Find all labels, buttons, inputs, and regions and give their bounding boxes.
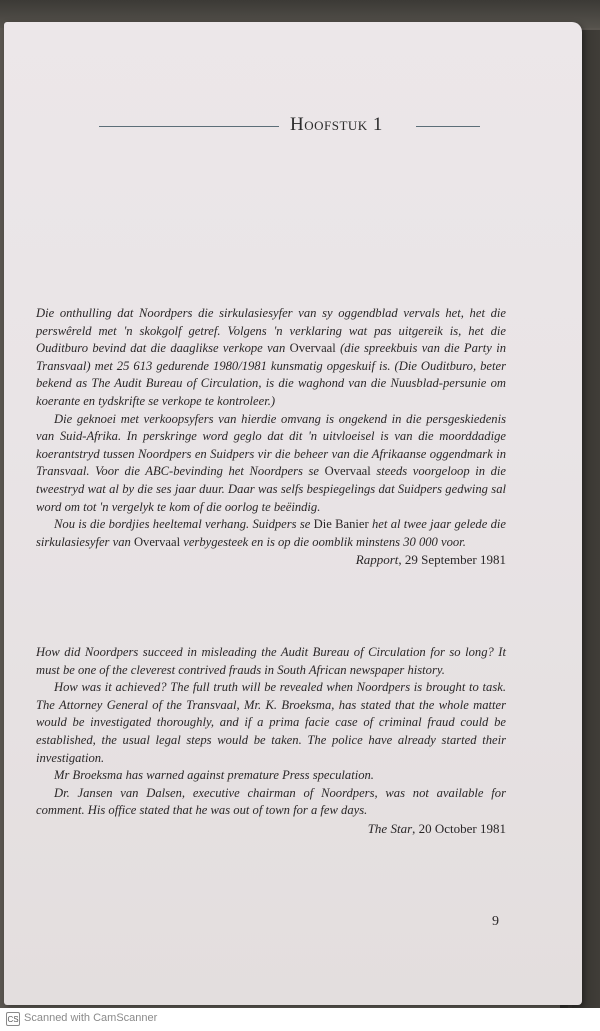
scanner-watermark [0, 1008, 600, 1031]
chapter-title: Hoofstuk 1 [290, 114, 383, 135]
citation-source: Rapport [355, 552, 399, 568]
paragraph: Dr. Jansen van Dalsen, executive chairman of Noordpers, was not available for comment. His office stated that he was out of town for a few days. [36, 785, 506, 818]
chapter-heading [4, 114, 582, 140]
paragraph: Die onthulling dat Noordpers die sirkulasiesyfer van sy oggendblad vervals het, het die perswêreld met 'n skokgolf getref. Volgens 'n verklaring wat pas uitgereik is, het die Ouditburo bevind dat die daaglikse verkope van Overvaal (die spreekbuis van die Party in Transvaal) met 25 613 gedurende 1980/1981 kunsmatig opgeskuif is. (Die Ouditburo, beter bekend as The Audit Bureau of Circulation, is die waghond van die Nuusblad-persunie om koerante en tydskrifte se verkope te kontroleer.) [36, 306, 506, 408]
paragraph: Mr Broeksma has warned against premature Press speculation. [54, 768, 374, 783]
publication-name: Overvaal [289, 341, 336, 356]
excerpt-paragraphs [36, 644, 506, 820]
publication-name: Overvaal [324, 464, 371, 479]
paragraph: Die geknoei met verkoopsyfers van hierdie omvang is ongekend in die persgeskiedenis van Suid-Afrika. In perskringe word geglo dat dit 'n uitvloeisel is van die moorddadige koerantstryd tussen Noordpers en Suidpers vir die beheer van die Afrikaanse oggendmark in Transvaal. Voor die ABC-bevinding het Noordpers se Overvaal steeds voorgeloop in die tweestryd wat al by die ses jaar duur. Daar was selfs bespiegelings dat Suidpers gedwing sal word om tot 'n vergelyk te kom of die oorlog te beëindig. [36, 411, 507, 514]
camscanner-logo-icon: CS [6, 1012, 20, 1026]
publication-name: Die Banier [313, 517, 369, 532]
heading-rule-right [416, 126, 480, 127]
excerpt-paragraphs [36, 305, 506, 551]
paragraph: How did Noordpers succeed in misleading the Audit Bureau of Circulation for so long? It must be one of the cleverest contrived frauds in South African newspaper history. [36, 645, 506, 677]
heading-rule-left [99, 126, 279, 127]
paragraph: Nou is die bordjies heeltemal verhang. Suidpers se Die Banier het al twee jaar gelede die sirkulasiesyfer van Overvaal verbygesteek en is op die oomblik minstens 30 000 voor. [36, 517, 506, 549]
page-number: 9 [492, 914, 499, 929]
excerpt-citation [36, 551, 506, 569]
book-page [4, 22, 582, 1005]
excerpt-star [36, 644, 506, 838]
citation-date: , 20 October 1981 [412, 820, 506, 836]
publication-name: Overvaal [133, 534, 181, 549]
citation-date: , 29 September 1981 [398, 552, 506, 568]
excerpt-citation [36, 820, 506, 838]
excerpt-rapport [36, 305, 506, 569]
paragraph: How was it achieved? The full truth will be revealed when Noordpers is brought to task. The Attorney General of the Transvaal, Mr. K. Broeksma, has stated that the whole matter would be investigated thoroughly, and if a prima facie case of criminal fraud could be established, the usual legal steps would be taken. The police have already started their investigation. [36, 680, 506, 765]
citation-source: The Star [367, 820, 413, 836]
scanner-watermark-text: Scanned with CamScanner [24, 1012, 158, 1024]
